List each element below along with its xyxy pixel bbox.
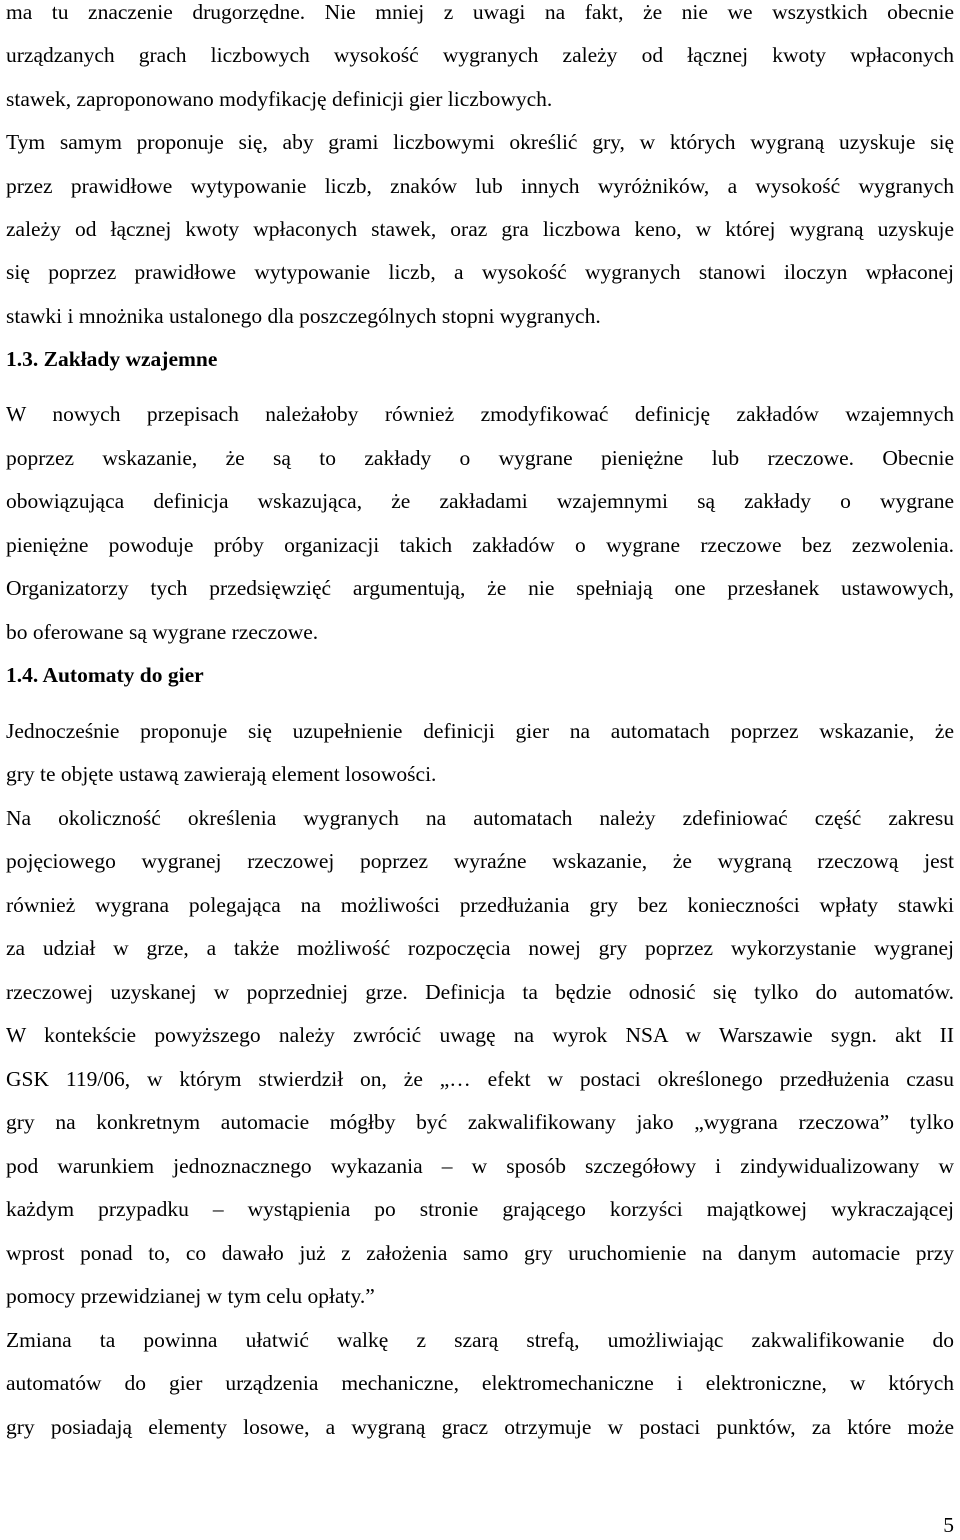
text-line: gry posiadają elementy losowe, a wygraną gracz otrzymuje w postaci punktów, za które może bbox=[6, 1415, 954, 1439]
text-line: automatów do gier urządzenia mechaniczne, elektromechaniczne i elektroniczne, w których bbox=[6, 1371, 954, 1395]
text-line: również wygrana polegająca na możliwości przedłużania gry bez konieczności wpłaty stawki bbox=[6, 893, 954, 917]
text-line: gry na konkretnym automacie mógłby być zakwalifikowany jako „wygrana rzeczowa” tylko bbox=[6, 1110, 954, 1134]
text-line: obowiązująca definicja wskazująca, że zakładami wzajemnymi są zakłady o wygrane bbox=[6, 489, 954, 513]
text-line: Jednocześnie proponuje się uzupełnienie definicji gier na automatach poprzez wskazanie, że bbox=[6, 719, 954, 743]
text-line: pojęciowego wygranej rzeczowej poprzez wyraźne wskazanie, że wygraną rzeczową jest bbox=[6, 849, 954, 873]
text-line: pieniężne powoduje próby organizacji takich zakładów o wygrane rzeczowe bez zezwolenia. bbox=[6, 533, 954, 557]
text-line: każdym przypadku – wystąpienia po stronie grającego korzyści majątkowej wykraczającej bbox=[6, 1197, 954, 1221]
text-line: W kontekście powyższego należy zwrócić uwagę na wyrok NSA w Warszawie sygn. akt II bbox=[6, 1023, 954, 1047]
text-line: poprzez wskazanie, że są to zakłady o wygrane pieniężne lub rzeczowe. Obecnie bbox=[6, 446, 954, 470]
text-line: ma tu znaczenie drugorzędne. Nie mniej z uwagi na fakt, że nie we wszystkich obecnie bbox=[6, 0, 954, 24]
text-line: stawki i mnożnika ustalonego dla poszczególnych stopni wygranych. bbox=[6, 304, 601, 328]
text-line: W nowych przepisach należałoby również zmodyfikować definicję zakładów wzajemnych bbox=[6, 402, 954, 426]
text-line: za udział w grze, a także możliwość rozpoczęcia nowej gry poprzez wykorzystanie wygranej bbox=[6, 936, 954, 960]
text-line: bo oferowane są wygrane rzeczowe. bbox=[6, 620, 319, 644]
section-heading bbox=[6, 344, 217, 374]
section-number: 1.4. bbox=[6, 663, 39, 687]
text-line: Tym samym proponuje się, aby grami liczbowymi określić gry, w których wygraną uzyskuje się bbox=[6, 130, 954, 154]
text-line: się poprzez prawidłowe wytypowanie liczb, a wysokość wygranych stanowi iloczyn wpłaconej bbox=[6, 260, 954, 284]
text-line: Na okoliczność określenia wygranych na automatach należy zdefiniować część zakresu bbox=[6, 806, 954, 830]
text-line: pomocy przewidzianej w tym celu opłaty.” bbox=[6, 1284, 375, 1308]
text-line: gry te objęte ustawą zawierają element losowości. bbox=[6, 762, 437, 786]
section-heading bbox=[6, 660, 204, 690]
text-line: pod warunkiem jednoznacznego wykazania – w sposób szczegółowy i zindywidualizowany w bbox=[6, 1154, 954, 1178]
section-title: Zakłady wzajemne bbox=[43, 347, 218, 371]
text-line: stawek, zaproponowano modyfikację definicji gier liczbowych. bbox=[6, 87, 553, 111]
section-title: Automaty do gier bbox=[42, 663, 204, 687]
section-number: 1.3. bbox=[6, 347, 39, 371]
text-line: rzeczowej uzyskanej w poprzedniej grze. Definicja ta będzie odnosić się tylko do automatów. bbox=[6, 980, 954, 1004]
text-line: urządzanych grach liczbowych wysokość wygranych zależy od łącznej kwoty wpłaconych bbox=[6, 43, 954, 67]
text-line: przez prawidłowe wytypowanie liczb, znaków lub innych wyróżników, a wysokość wygranych bbox=[6, 174, 954, 198]
text-line: wprost ponad to, co dawało już z założenia samo gry uruchomienie na danym automacie przy bbox=[6, 1241, 954, 1265]
page-number: 5 bbox=[943, 1513, 954, 1537]
text-line: GSK 119/06, w którym stwierdził on, że „… efekt w postaci określonego przedłużenia czasu bbox=[6, 1067, 954, 1091]
text-line: zależy od łącznej kwoty wpłaconych stawek, oraz gra liczbowa keno, w której wygraną uzyskuje bbox=[6, 217, 954, 241]
text-line: Zmiana ta powinna ułatwić walkę z szarą strefą, umożliwiając zakwalifikowanie do bbox=[6, 1328, 954, 1352]
text-line: Organizatorzy tych przedsięwzięć argumentują, że nie spełniają one przesłanek ustawowych, bbox=[6, 576, 954, 600]
